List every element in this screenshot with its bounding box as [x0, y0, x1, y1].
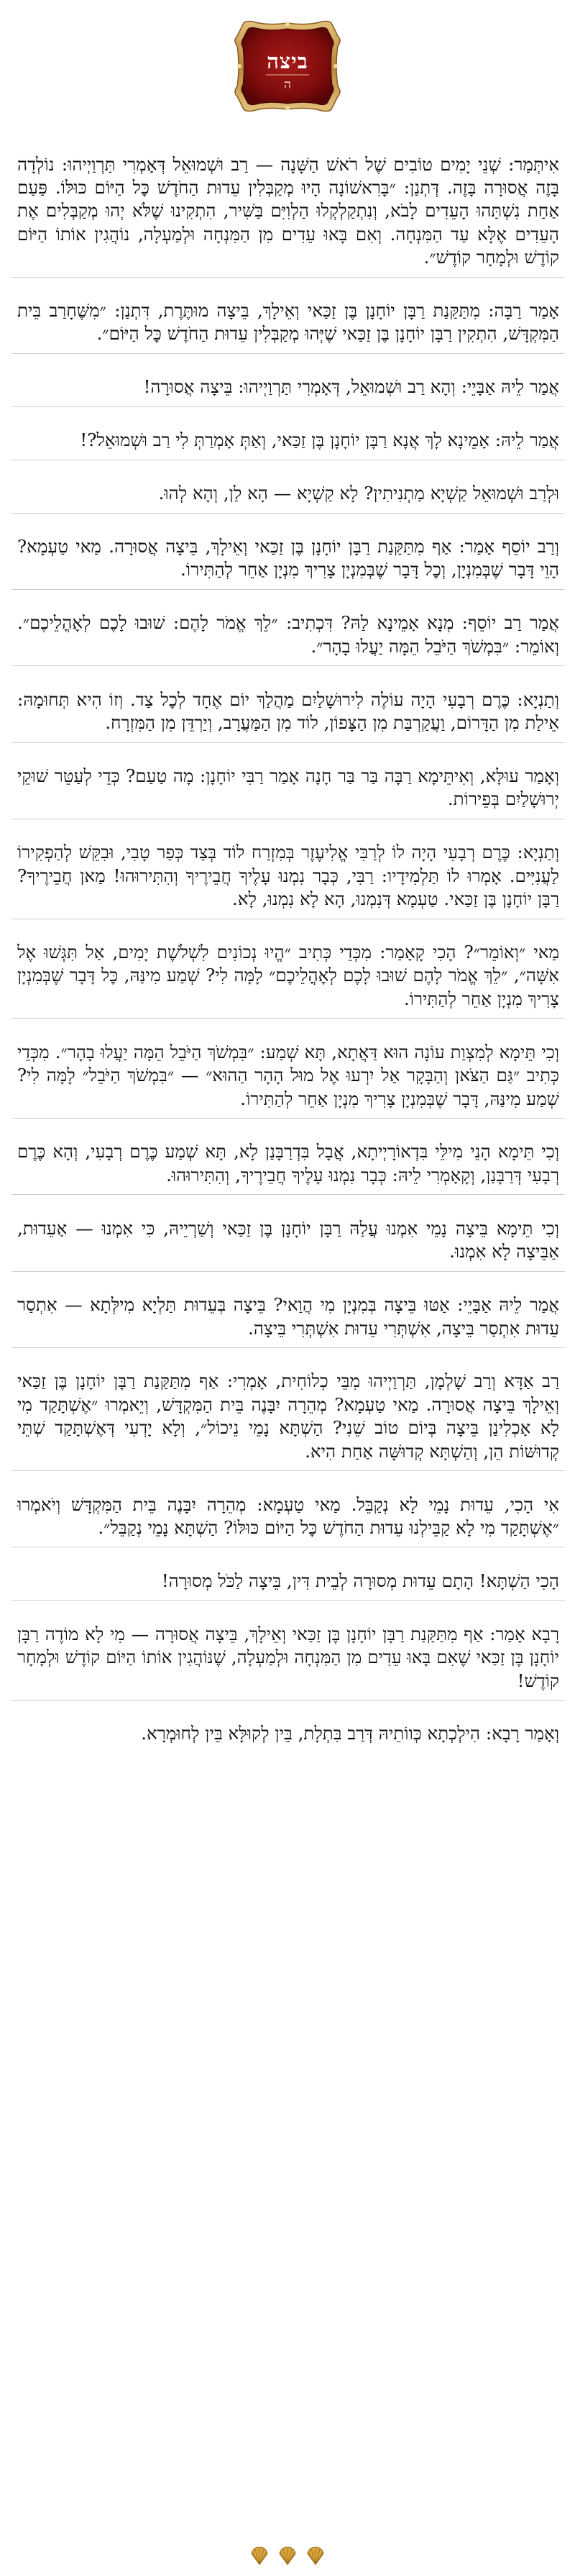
text-paragraph: אֲמַר לֵיהּ: אָמֵינָא לָךְ אֲנָא רַבָּן יוֹחָנָן בֶּן זַכַּאי, וְאַתְּ אָמְרַתְּ לִי רַב וּשְׁמוּאֵל?!: [12, 424, 565, 460]
text-paragraph: וְאָמַר רָבָא: הִילְכְתָא כְּווֹתֵיהּ דְּרַב בִּתְלָת, בֵּין לְקוּלָּא בֵּין לְחוּמְרָא.: [141, 1723, 559, 1744]
text-paragraph: אֲמַר לֵיהּ אַבָּיֵי: אַטּוּ בֵּיצָה בְּמִנְיָן מִי הֲוַאי? בֵּיצָה בְּעֵדוּת תַּלְיָא מִילְּתָא — אִתְסַר עֵדוּת אִתְסַר בֵּיצָה, אִשְׁתְּרִי עֵדוּת אִשְׁתְּרִי בֵּיצָה.: [12, 1289, 565, 1348]
text-paragraph: וְתַנְיָא: כֶּרֶם רְבָעִי הָיָה עוֹלֶה לִירוּשָׁלַיִם מַהֲלַךְ יוֹם אֶחָד לְכׇל צַד. וְזוֹ הִיא תְּחוּמָהּ: אֵילַת מִן הַדָּרוֹם, וַעֲקַרְבַּת מִן הַצָּפוֹן, לוֹד מִן הַמַּעֲרָב, וְיַרְדֵּן מִן הַמִּזְרָח.: [12, 684, 565, 743]
text-paragraph: הָכִי הַשְׁתָּא! הָתָם עֵדוּת מְסוּרָה לְבֵית דִּין, בֵּיצָה לַכֹּל מְסוּרָה!: [12, 1565, 565, 1601]
footer-ornament: [0, 2545, 575, 2570]
page-title: ביצה: [267, 49, 308, 73]
title-banner: [0, 16, 575, 117]
text-paragraph: רַב אַדָּא וְרַב שָׁלְמָן, תַּרְוַיְיהוּ מִבֵּי כְלוֹחִית, אָמְרִי: אַף מִתַּקַּנַת רַבָּן יוֹחָנָן בֶּן זַכַּאי וְאֵילָךְ בֵּיצָה אֲסוּרָה. מַאי טַעְמָא? מְהֵרָה יִבָּנֶה בֵּית הַמִּקְדָּשׁ, וְיֵאמְרוּ ״אֶשְׁתָּקַד מִי לָא אָכְלִינַן בֵּיצָה בְּיוֹם טוֹב שֵׁנִי? הַשְׁתָּא נָמֵי נֵיכוֹל״, וְלָא יָדְעִי דְּאֶשְׁתָּקַד שְׁתֵּי קְדוּשּׁוֹת הֵן, וְהַשְׁתָּא קְדוּשָּׁה אַחַת הִיא.: [12, 1365, 565, 1471]
text-paragraph: וְרַב יוֹסֵף אָמַר: אַף מִתַּקַּנַת רַבָּן יוֹחָנָן בֶּן זַכַּאי וְאֵילָךְ, בֵּיצָה אֲסוּרָה. מַאי טַעְמָא? הָוֵי דָּבָר שֶׁבְּמִנְיָן, וְכׇל דָּבָר שֶׁבְּמִנְיָן צָרִיךְ מִנְיָן אַחֵר לְהַתִּירוֹ.: [12, 531, 565, 590]
shell-icon: [249, 2545, 270, 2567]
text-paragraph: אָמַר רַבָּה: מִתַּקַּנַת רַבָּן יוֹחָנָן בֶּן זַכַּאי וְאֵילָךְ, בֵּיצָה מוּתֶּרֶת, דִּתְנַן: ״מִשֶּׁחָרַב בֵּית הַמִּקְדָּשׁ, הִתְקִין רַבָּן יוֹחָנָן בֶּן זַכַּאי שֶׁיְּהוּ מְקַבְּלִין עֵדוּת הַחֹדֶשׁ כׇּל הַיּוֹם״.: [12, 295, 565, 354]
text-paragraph: אִי הָכִי, עֵדוּת נָמֵי לָא נְקַבֵּל. מַאי טַעְמָא: מְהֵרָה יִבָּנֶה בֵּית הַמִּקְדָּשׁ וְיֹאמְרוּ ״אֶשְׁתָּקַד מִי לָא קַבֵּילְנוּ עֵדוּת הַחֹדֶשׁ כׇּל הַיּוֹם כּוּלּוֹ? הַשְׁתָּא נָמֵי נְקַבֵּל״.: [12, 1489, 565, 1548]
text-paragraph: וְתַנְיָא: כֶּרֶם רְבָעִי הָיָה לוֹ לְרַבִּי אֱלִיעֶזֶר בְּמִזְרַח לוֹד בְּצַד כְּפַר טָבִי, וּבִקֵּשׁ לְהַפְקִירוֹ לַעֲנִיִּים. אָמְרוּ לוֹ תַּלְמִידָיו: רַבִּי, כְּבָר נִמְנוּ עָלֶיךָ חֲבֵירֶיךָ וְהִתִּירוּהוּ! מַאן חֲבֵירֶיךָ? רַבָּן יוֹחָנָן בֶּן זַכַּאי. טַעְמָא דְּנִמְנוּ, הָא לָא נִמְנוּ, לָא.: [12, 837, 565, 919]
shell-icon: [277, 2545, 298, 2567]
text-paragraph: וְכִי תֵּימָא הָנֵי מִילֵּי בִּדְאוֹרָיְיתָא, אֲבָל בִּדְרַבָּנַן לָא, תָּא שְׁמַע כֶּרֶם רְבָעִי, וְהָא כֶּרֶם רְבָעִי דְּרַבָּנַן, וְקָאָמְרִי לֵיהּ: כְּבָר נִמְנוּ עָלֶיךָ חֲבֵירֶיךָ, וְהִתִּירוּהוּ.: [12, 1136, 565, 1195]
text-paragraph: אִיתְּמַר: שְׁנֵי יָמִים טוֹבִים שֶׁל רֹאשׁ הַשָּׁנָה — רַב וּשְׁמוּאֵל דְּאָמְרִי תַּרְוַיְיהוּ: נוֹלְדָה בָּזֶה אֲסוּרָה בָּזֶה. דְּתְנַן: ״בָּרִאשׁוֹנָה הָיוּ מְקַבְּלִין עֵדוּת הַחֹדֶשׁ כׇּל הַיּוֹם כּוּלּוֹ. פַּעַם אַחַת נִשְׁתַּהוּ הָעֵדִים לָבֹא, וְנִתְקַלְקְלוּ הַלְוִיִּם בַּשִּׁיר, הִתְקִינוּ שֶׁלֹּא יְהוּ מְקַבְּלִים אֶת הָעֵדִים אֶלָּא עַד הַמִּנְחָה. וְאִם בָּאוּ עֵדִים מִן הַמִּנְחָה וּלְמַעְלָה, נוֹהֲגִין אוֹתוֹ הַיּוֹם קוֹדֶשׁ וּלְמָחָר קוֹדֶשׁ״.: [12, 149, 565, 278]
text-paragraph: וְכִי תֵּימָא לְמִצְוַת עוֹנָה הוּא דַּאֲתָא, תָּא שְׁמַע: ״בִּמְשֹׁךְ הַיֹּבֵל הֵמָּה יַעֲלוּ בָהָר״. מִכְּדֵי כְּתִיב ״גַּם הַצֹּאן וְהַבָּקָר אַל יִרְעוּ אֶל מוּל הָהָר הַהוּא״ — ״בִּמְשֹׁךְ הַיֹּבֵל״ לָמָּה לִי? שְׁמַע מִינַּהּ, דָּבָר שֶׁבְּמִנְיָן צָרִיךְ מִנְיָן אַחֵר לְהַתִּירוֹ.: [12, 1037, 565, 1119]
text-paragraph: מַאי ״וְאוֹמֵר״? הָכִי קָאָמַר: מִכְּדֵי כְּתִיב ״הֱיוּ נְכוֹנִים לִשְׁלֹשֶׁת יָמִים, אַל תִּגְּשׁוּ אֶל אִשָּׁה״, ״לֵךְ אֱמֹר לָהֶם שׁוּבוּ לָכֶם לְאׇהֳלֵיכֶם״ לָמָּה לִי? שְׁמַע מִינַּהּ, כׇּל דָּבָר שֶׁבְּמִנְיָן צָרִיךְ מִנְיָן אַחֵר לְהַתִּירוֹ.: [12, 937, 565, 1019]
text-body: [12, 131, 565, 1770]
text-paragraph: אֲמַר רַב יוֹסֵף: מְנָא אָמֵינָא לַהּ? דִּכְתִיב: ״לֵךְ אֱמֹר לָהֶם: שׁוּבוּ לָכֶם לְאׇהֳלֵיכֶם״. וְאוֹמֵר: ״בִּמְשֹׁךְ הַיֹּבֵל הֵמָּה יַעֲלוּ בָהָר״.: [12, 607, 565, 666]
shell-icon: [305, 2545, 326, 2567]
text-paragraph: אֲמַר לֵיהּ אַבָּיֵי: וְהָא רַב וּשְׁמוּאֵל, דְּאָמְרִי תַּרְוַיְיהוּ: בֵּיצָה אֲסוּרָה!: [12, 371, 565, 406]
text-paragraph: וְכִי תֵּימָא בֵּיצָה נָמֵי אִמְנוּ עֲלַהּ רַבָּן יוֹחָנָן בֶּן זַכַּאי וְשַׁרְיֵיהּ, כִּי אִמְנוּ — אַעֵדוּת, אַבֵּיצָה לָא אִמְנוּ.: [12, 1213, 565, 1272]
chapter-number: ה: [284, 78, 291, 92]
text-paragraph: וְאָמַר עוּלָּא, וְאִיתֵּימָא רַבָּה בַּר בַּר חָנָה אָמַר רַבִּי יוֹחָנָן: מָה טַעַם? כְּדֵי לְעַטֵּר שׁוּקֵי יְרוּשָׁלַיִם בְּפֵירוֹת.: [12, 760, 565, 819]
text-paragraph: רָבָא אָמַר: אַף מִתַּקַּנַת רַבָּן יוֹחָנָן בֶּן זַכַּאי וְאֵילָךְ, בֵּיצָה אֲסוּרָה — מִי לָא מוֹדֶה רַבָּן יוֹחָנָן בֶּן זַכַּאי שֶׁאִם בָּאוּ עֵדִים מִן הַמִּנְחָה וּלְמַעְלָה, שֶׁנּוֹהֲגִין אוֹתוֹ הַיּוֹם קוֹדֶשׁ וּלְמָחָר קוֹדֶשׁ!: [12, 1619, 565, 1701]
text-paragraph: וּלְרַב וּשְׁמוּאֵל קַשְׁיָא מַתְנִיתִין? לָא קַשְׁיָא — הָא לַן, וְהָא לְהוּ.: [12, 478, 565, 513]
